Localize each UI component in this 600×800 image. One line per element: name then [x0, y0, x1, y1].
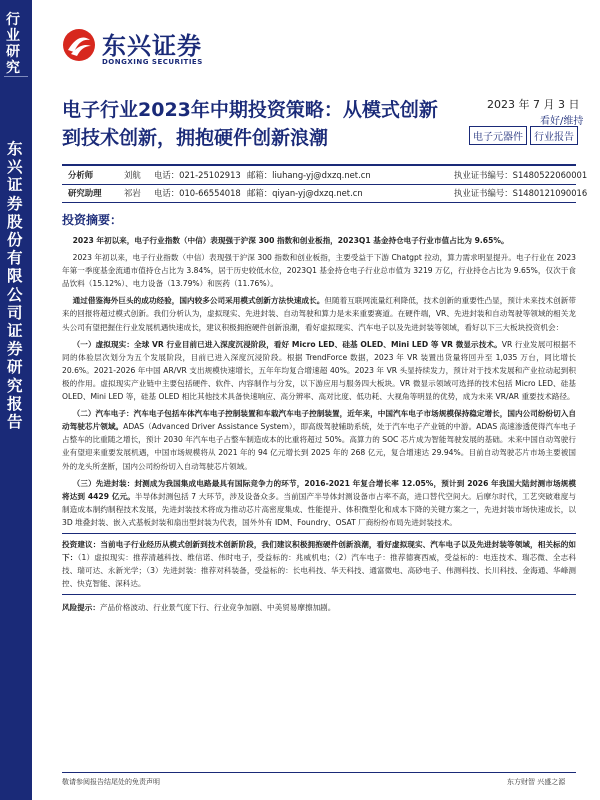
analyst-role: 分析师	[68, 170, 94, 180]
tag-industry: 电子元器件	[469, 126, 527, 145]
analyst-email: 邮箱：qiyan-yj@dxzq.net.cn	[247, 188, 363, 198]
paragraph-text: 半导体封测包括 7 大环节，涉及设备众多。当前国产半导体封测设备市占率不高，进口替代空间大。后摩尔时代，工艺突破难度与制造成本制约制程技术发展，先进封装技术将成为推动芯片高密度集成、性能提升、体积微型化和成本下降的关键方案之一，先进封装市场快速成长，以 3D 堆叠封装、嵌入式基板封装和扇出型封装为代表，国外外有 IDM、Foundry、OSAT 厂商纷纷布局先进封装技术。	[62, 491, 576, 527]
summary-paragraph	[62, 407, 576, 472]
analyst-role: 研究助理	[68, 188, 102, 198]
footer-disclaimer: 敬请参阅报告结尾处的免责声明	[62, 778, 160, 786]
summary-paragraph	[62, 477, 576, 529]
logo-name-cn: 东兴证券	[102, 32, 202, 60]
analyst-phone: 电话：010-66554018	[154, 188, 241, 198]
summary-paragraph	[62, 294, 576, 333]
summary-paragraph	[62, 338, 576, 403]
analyst-phone: 电话：021-25102913	[154, 170, 241, 180]
footer-slogan: 东方财智 兴盛之源	[507, 778, 566, 786]
investment-lead: 投资建议：当前电子行业经历从模式创新到技术创新阶段，我们建议积极拥抱硬件创新浪潮，看好虚拟现实、汽车电子以及先进封装等领域，相关标的如下：	[62, 539, 576, 563]
investment-advice	[62, 538, 576, 590]
sidebar-company-label: 东兴证券股份有限公司证券研究报告	[7, 140, 23, 432]
header-divider	[62, 164, 576, 166]
analyst-name: 刘航	[124, 170, 141, 180]
analyst-license: 执业证书编号：S1480522060001	[454, 170, 588, 180]
paragraph-text: VR 行业发展可根据不同的体验层次划分为五个发展阶段，目前已进入深度沉浸阶段。根据 TrendForce 数据，2023 年 VR 装置出货量将回升至 1,035 万台，同比增长 20.6%。2021-2026 年中国 AR/VR 支出规模快速增长，五年年均复合增速超 40%。2023 年 VR 头显持续发力，预计对于技术发展和产业拉动起到积极的作用。虚拟现实产业链中主要包括硬件、软件、内容制作与分发，以下游应用与服务四大板块。VR 微显示领域可选择的技术包括 Micro LED、硅基 OLED、Mini LED 等，硅基 OLED 相比其他技术具备快速响应、高分辨率、高对比度、低功耗、大视角等明显的优势，成为未来 VR/AR 重要技术路径。	[62, 339, 576, 402]
paragraph-lead: （一）虚拟现实：全球 VR 行业目前已进入深度沉浸阶段，看好 Micro LED、硅基 OLED、Mini LED 等 VR 微显示技术。	[72, 339, 502, 349]
analyst-license: 执业证书编号：S1480121090016	[454, 188, 588, 198]
report-tags	[466, 126, 578, 145]
footer-divider	[62, 772, 576, 773]
paragraph-text: ADAS（Advanced Driver Assistance System），即高级驾驶辅助系统，处于汽车电子产业链的中游。ADAS 高速渗透使得汽车电子占整车的比重随之增长，预计 2030 年汽车电子占整车制造成本的比重将超过 50%。高算力的 SOC 芯片成为智能驾驶发展的基础。未来中国自动驾驶行业有望迎来重要发展机遇，中国市场规模将从 2021 年的 94 亿元增长到 2025 年的 268 亿元，复合增速达 29.94%。目前自动驾驶芯片市场主要被国外的龙头所垄断，国内公司纷纷切入自动驾驶芯片领域。	[62, 422, 577, 471]
paragraph-text: 但随着互联网流量红利降低，技术创新的重要性凸显，预计未来技术创新带来的回报将超过模式创新。我们分析认为，虚拟现实、先进封装、自动驾驶和算力是未来重要赛道。在硬件端，VR、先进封装和自动驾驶等领域的相关龙头公司有望把握住行业发展机遇快速成长，建议积极拥抱硬件创新浪潮，看好虚拟现实、汽车电子以及先进封装等领域，看好以下三大板块投资机会：	[62, 296, 576, 332]
paragraph-lead: （三）先进封装：封测成为我国集成电路最具有国际竞争力的环节，2016-2021 年复合增长率 12.05%，预计到 2026 年我国大陆封测市场规模将达到 4429 亿元。	[62, 478, 576, 501]
section-title: 投资摘要：	[62, 213, 123, 227]
risk-notice	[62, 601, 576, 614]
company-logo	[62, 26, 222, 72]
summary-paragraph	[62, 251, 576, 290]
paragraph-text: 2023 年初以来，电子行业指数（中信）表现强于沪深 300 指数和创业板指，主要受益于下游 Chatgpt 拉动，算力需求明显提升。电子行业在 2023 年第一季度基金流通市值持仓占比为 3.84%，居于历史较低水位，2023Q1 基金持仓电子行业总市值为 3219 万亿，行业持仓占比为 9.65%，仅次于食品饮料（15.12%）、电力设备（13.79%）和医药（11.76%）。	[62, 253, 576, 289]
sidebar-divider	[4, 76, 28, 77]
report-date: 2023 年 7 月 3 日	[487, 98, 580, 111]
logo-name-en: DONGXING SECURITIES	[102, 58, 203, 66]
report-body	[62, 234, 576, 618]
analyst-row	[62, 167, 588, 183]
investment-text: （1）虚拟现实：推荐清越科技、维信诺、伟时电子，受益标的：兆威机电；（2）汽车电子：推荐德赛西威，受益标的：电连技术、瑞芯微、全志科技、瑞可达、永新光学；（3）先进封装：推荐对科装备，受益标的：长电科技、华天科技、通富微电、高砂电子、伟测科技、长川科技、金海通、华峰测控、快克智能、深科达。	[62, 553, 576, 589]
risk-text: 产品价格波动、行业景气度下行、行业竞争加剧、中美贸易摩擦加剧。	[99, 603, 336, 613]
sidebar-report-type: 行业研究	[6, 12, 20, 76]
paragraph-lead: （二）汽车电子：汽车电子包括车体汽车电子控制装置和车载汽车电子控制装置，近年来，中国汽车电子市场规模保持稳定增长，国内公司纷纷切入自动驾驶芯片领域。	[62, 409, 576, 432]
analyst-name: 祁岩	[124, 188, 141, 198]
analyst-row	[62, 185, 588, 201]
paragraph-lead: 2023 年初以来，电子行业指数（中信）表现强于沪深 300 指数和创业板指，2023Q1 基金持仓电子行业市值占比为 9.65%。	[72, 236, 509, 245]
logo-mark-icon	[62, 28, 96, 62]
analyst-divider-bottom	[62, 202, 576, 203]
rating: 看好/维持	[540, 116, 584, 127]
analyst-email: 邮箱：liuhang-yj@dxzq.net.cn	[247, 170, 371, 180]
investment-box	[62, 533, 576, 595]
paragraph-lead: 通过借鉴海外巨头的成功经验，国内较多公司采用模式创新方法快速成长。	[72, 296, 325, 306]
report-title: 电子行业2023年中期投资策略：从模式创新到技术创新，拥抱硬件创新浪潮	[62, 99, 438, 149]
risk-lead: 风险提示：	[62, 603, 100, 613]
tag-report-type: 行业报告	[530, 126, 578, 145]
summary-paragraph	[62, 234, 576, 247]
sidebar	[0, 0, 32, 800]
